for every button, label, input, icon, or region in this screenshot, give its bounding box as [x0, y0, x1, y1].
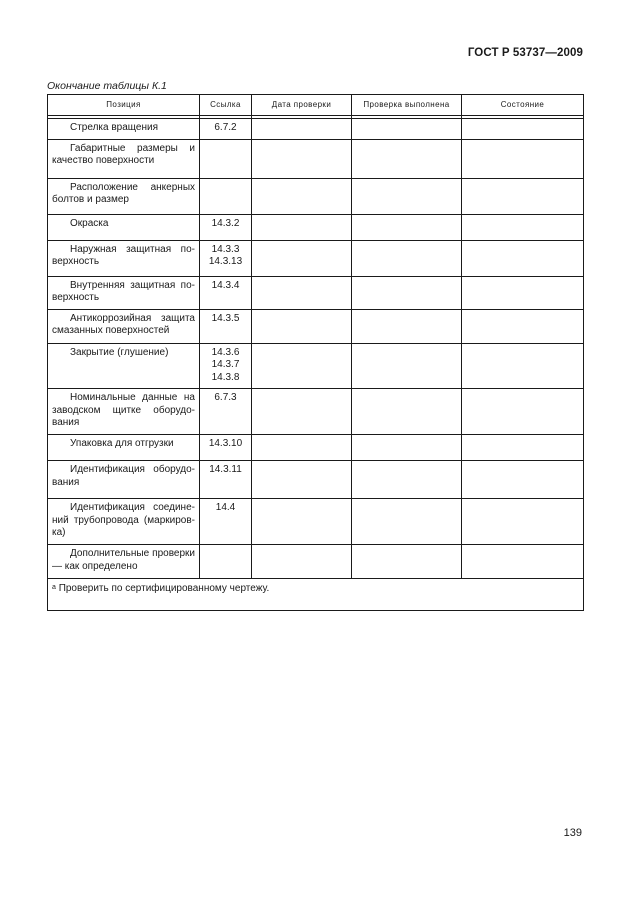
cell-check-done — [352, 461, 462, 499]
cell-check-date — [252, 343, 352, 389]
cell-position: Антикоррозийная защита смазанных поверхностей — [48, 309, 200, 343]
page-number: 139 — [563, 827, 582, 839]
cell-check-done — [352, 309, 462, 343]
cell-check-date — [252, 240, 352, 276]
cell-position: Закрытие (глушение) — [48, 343, 200, 389]
cell-position: Внутренняя защитная поверхность — [48, 276, 200, 309]
cell-check-done — [352, 119, 462, 140]
reference-value: 14.3.13 — [208, 256, 243, 267]
cell-check-done — [352, 139, 462, 178]
cell-position: Дополнительные проверки — как определено — [48, 545, 200, 579]
cell-status — [462, 545, 584, 579]
table-row — [48, 389, 584, 435]
column-header-position: Позиция — [48, 95, 200, 116]
cell-reference — [200, 240, 252, 276]
cell-reference — [200, 119, 252, 140]
cell-reference — [200, 499, 252, 545]
cell-position: Идентификация соединений трубопровода (маркировка) — [48, 499, 200, 545]
table-row — [48, 309, 584, 343]
column-header-check-done: Проверка выполнена — [352, 95, 462, 116]
reference-value: 14.3.4 — [211, 279, 240, 291]
reference-value: 14.3.5 — [211, 312, 240, 324]
table-row — [48, 214, 584, 240]
cell-status — [462, 240, 584, 276]
inspection-table — [47, 94, 584, 611]
cell-position: Стрелка вращения — [48, 119, 200, 140]
cell-check-done — [352, 240, 462, 276]
table-body — [48, 119, 584, 579]
cell-reference — [200, 276, 252, 309]
reference-value: 14.3.3 — [211, 243, 240, 255]
cell-check-date — [252, 435, 352, 461]
cell-status — [462, 343, 584, 389]
cell-check-done — [352, 435, 462, 461]
reference-value: 14.3.2 — [211, 217, 240, 229]
cell-reference — [200, 343, 252, 389]
cell-check-done — [352, 178, 462, 214]
reference-value: 6.7.3 — [214, 392, 237, 403]
cell-position: Номинальные данные на заводском щитке оборудования — [48, 389, 200, 435]
reference-value: 14.3.10 — [208, 438, 243, 449]
cell-check-date — [252, 119, 352, 140]
reference-value: 14.3.11 — [209, 464, 242, 475]
column-header-status: Состояние — [462, 95, 584, 116]
cell-status — [462, 276, 584, 309]
cell-check-date — [252, 139, 352, 178]
cell-status — [462, 435, 584, 461]
cell-status — [462, 309, 584, 343]
cell-status — [462, 139, 584, 178]
cell-position: Габаритные размеры и качество поверхности — [48, 139, 200, 178]
table-row — [48, 435, 584, 461]
cell-reference — [200, 461, 252, 499]
table-caption: Окончание таблицы К.1 — [47, 80, 167, 92]
footnote-mark: a — [52, 584, 56, 591]
footnote-row — [48, 579, 584, 611]
column-header-reference: Ссылка — [200, 95, 252, 116]
cell-check-date — [252, 389, 352, 435]
footnote — [48, 579, 584, 611]
cell-status — [462, 499, 584, 545]
cell-status — [462, 461, 584, 499]
table-row — [48, 276, 584, 309]
reference-value: 6.7.2 — [214, 122, 237, 133]
cell-check-done — [352, 389, 462, 435]
cell-reference — [200, 214, 252, 240]
cell-check-done — [352, 343, 462, 389]
cell-reference — [200, 178, 252, 214]
table-row — [48, 461, 584, 499]
cell-status — [462, 178, 584, 214]
cell-position: Окраска — [48, 214, 200, 240]
cell-reference — [200, 435, 252, 461]
cell-check-done — [352, 214, 462, 240]
table-row — [48, 240, 584, 276]
cell-check-date — [252, 276, 352, 309]
cell-check-date — [252, 461, 352, 499]
cell-position: Идентификация оборудования — [48, 461, 200, 499]
table-header-row — [48, 95, 584, 116]
cell-position: Расположение анкерных болтов и размер — [48, 178, 200, 214]
column-header-check-date: Дата проверки — [252, 95, 352, 116]
table-row — [48, 499, 584, 545]
cell-reference — [200, 545, 252, 579]
reference-value: 14.3.7 — [211, 359, 240, 370]
cell-check-done — [352, 499, 462, 545]
cell-reference — [200, 389, 252, 435]
table-row — [48, 178, 584, 214]
table-row — [48, 545, 584, 579]
reference-value: 14.3.8 — [211, 371, 240, 383]
cell-check-date — [252, 309, 352, 343]
cell-check-date — [252, 178, 352, 214]
table-row — [48, 343, 584, 389]
reference-value: 14.4 — [215, 502, 236, 513]
cell-reference — [200, 139, 252, 178]
cell-check-done — [352, 545, 462, 579]
cell-check-date — [252, 499, 352, 545]
cell-check-date — [252, 214, 352, 240]
cell-status — [462, 214, 584, 240]
cell-check-date — [252, 545, 352, 579]
cell-position: Наружная защитная поверхность — [48, 240, 200, 276]
cell-reference — [200, 309, 252, 343]
table-row — [48, 119, 584, 140]
cell-status — [462, 119, 584, 140]
table-row — [48, 139, 584, 178]
cell-position: Упаковка для отгрузки — [48, 435, 200, 461]
document-code: ГОСТ Р 53737—2009 — [467, 47, 583, 59]
footnote-text: Проверить по сертифицированному чертежу. — [58, 583, 270, 594]
cell-check-done — [352, 276, 462, 309]
cell-status — [462, 389, 584, 435]
reference-value: 14.3.6 — [211, 346, 240, 358]
